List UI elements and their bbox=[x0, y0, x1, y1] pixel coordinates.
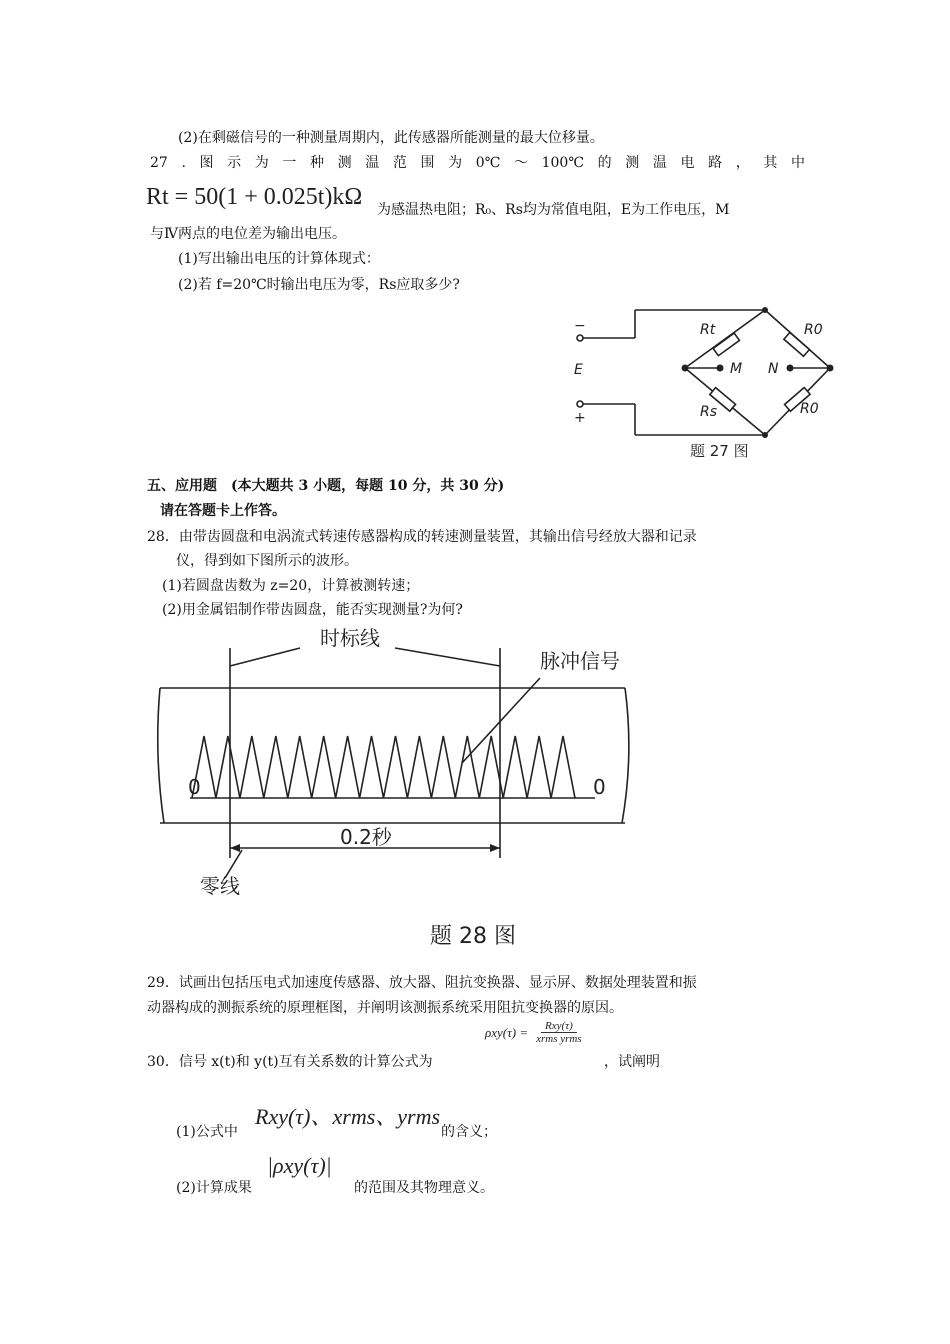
q27-line1-char: 27 bbox=[150, 155, 168, 171]
node-top bbox=[762, 307, 768, 313]
label-n: N bbox=[768, 361, 779, 377]
q27-line1-char: 测 bbox=[337, 155, 352, 171]
q27-part2: (2)若 f=20℃时输出电压为零，Rs应取多少? bbox=[178, 277, 460, 293]
q30-part2-suffix: 的范围及其物理意义。 bbox=[354, 1180, 494, 1196]
q27-line1-char: 为 bbox=[254, 155, 269, 171]
label-m: M bbox=[730, 361, 743, 377]
q27-line1-char: ～ bbox=[513, 155, 528, 171]
label-plus: + bbox=[574, 410, 586, 426]
q28-part2: (2)用金属铝制作带齿圆盘，能否实现测量?为何? bbox=[162, 602, 463, 618]
q27-line1-char: 中 bbox=[791, 155, 805, 171]
q30-suffix: ，试阐明 bbox=[604, 1054, 660, 1070]
label-r0-bottom: R0 bbox=[800, 401, 819, 417]
q30-formula bbox=[485, 1020, 586, 1045]
section5-note: 请在答题卡上作答。 bbox=[160, 503, 286, 519]
figure-27-circuit bbox=[560, 300, 850, 470]
q28-line2: 仪，得到如下图所示的波形。 bbox=[176, 553, 358, 569]
label-rs: Rs bbox=[700, 404, 718, 420]
q29-line1: 29．试画出包括压电式加速度传感器、放大器、阻抗变换器、显示屏、数据处理装置和振 bbox=[147, 975, 697, 991]
label-pulse: 脉冲信号 bbox=[540, 649, 620, 673]
q27-line1-char: 测 bbox=[625, 155, 640, 171]
q27-line1-char: 100℃ bbox=[541, 155, 584, 171]
q28-part1: (1)若圆盘齿数为 z=20，计算被测转速； bbox=[162, 578, 420, 594]
figure-28-caption: 题 28 图 bbox=[430, 924, 516, 949]
q27-line1-char: 示 bbox=[227, 155, 242, 171]
pulse-signal-wave bbox=[192, 736, 575, 798]
section5-heading: 五、应用题 (本大题共 3 小题，每题 10 分，共 30 分) bbox=[147, 478, 505, 494]
figure-28-waveform bbox=[150, 618, 640, 958]
q30-part1-formula: Rxy(τ)、xrms、yrms bbox=[255, 1104, 441, 1129]
q27-line1 bbox=[150, 153, 805, 173]
q27-line3: 与Ⅳ两点的电位差为输出电压。 bbox=[150, 226, 346, 242]
label-zero-right: 0 bbox=[593, 775, 606, 799]
q27-line1-char: ， bbox=[735, 155, 750, 171]
q30-formula-den: xrms yrms bbox=[536, 1033, 582, 1045]
q27-line1-char: 围 bbox=[420, 155, 435, 171]
q29-line2: 动器构成的测振系统的原理框图，并阐明该测振系统采用阻抗变换器的原因。 bbox=[147, 1000, 623, 1016]
q27-line1-char: 温 bbox=[652, 155, 667, 171]
q27-line2: 为感温热电阻；R₀、Rs均为常值电阻，E为工作电压，M bbox=[377, 202, 730, 218]
q30-part2-formula: |ρxy(τ)| bbox=[267, 1153, 332, 1178]
q30-part2-prefix: (2)计算成果 bbox=[176, 1180, 252, 1196]
node-m bbox=[717, 365, 724, 372]
label-minus: − bbox=[574, 318, 586, 334]
q27-line1-char: 电 bbox=[680, 155, 695, 171]
label-duration: 0.2秒 bbox=[340, 825, 392, 849]
q30-formula-num: Rxy(τ) bbox=[541, 1020, 577, 1033]
node-right bbox=[827, 365, 834, 372]
q27-line1-char: . bbox=[181, 155, 186, 171]
q27-line1-char: 为 bbox=[448, 155, 463, 171]
q26-part2: (2)在剩磁信号的一种测量周期内，此传感器所能测量的最大位移量。 bbox=[178, 130, 604, 146]
node-left bbox=[682, 365, 689, 372]
q27-line1-char: 的 bbox=[597, 155, 612, 171]
q27-line1-char: 种 bbox=[310, 155, 325, 171]
q27-line1-char: 一 bbox=[282, 155, 297, 171]
label-time-mark: 时标线 bbox=[320, 626, 380, 650]
q27-line1-char: 路 bbox=[708, 155, 723, 171]
q27-line1-char: 温 bbox=[365, 155, 380, 171]
terminal-plus bbox=[577, 401, 583, 407]
label-r0-top: R0 bbox=[804, 322, 823, 338]
q30-prefix: 30．信号 x(t)和 y(t)互有关系数的计算公式为 bbox=[147, 1054, 433, 1070]
q30-formula-lhs: ρxy(τ) = bbox=[485, 1024, 529, 1040]
q27-line1-char: 范 bbox=[392, 155, 407, 171]
q28-line1: 28．由带齿圆盘和电涡流式转速传感器构成的转速测量装置，其输出信号经放大器和记录 bbox=[147, 529, 697, 545]
figure-27-caption: 题 27 图 bbox=[690, 442, 749, 460]
node-n bbox=[787, 365, 794, 372]
q27-line1-char: 0℃ bbox=[475, 155, 501, 171]
label-zero-left: 0 bbox=[188, 775, 201, 799]
q30-part1-suffix: 的含义； bbox=[441, 1124, 497, 1140]
terminal-minus bbox=[577, 335, 583, 341]
label-e: E bbox=[574, 362, 583, 378]
label-zero-line: 零线 bbox=[200, 874, 240, 898]
q27-part1: (1)写出输出电压的计算体现式： bbox=[178, 251, 380, 267]
q30-part1-prefix: (1)公式中 bbox=[176, 1124, 238, 1140]
q27-line1-char: 图 bbox=[199, 155, 214, 171]
q27-formula: Rt = 50(1 + 0.025t)kΩ bbox=[146, 184, 363, 210]
node-bottom bbox=[762, 432, 768, 438]
label-rt: Rt bbox=[700, 322, 716, 338]
q27-line1-char: 其 bbox=[763, 155, 778, 171]
